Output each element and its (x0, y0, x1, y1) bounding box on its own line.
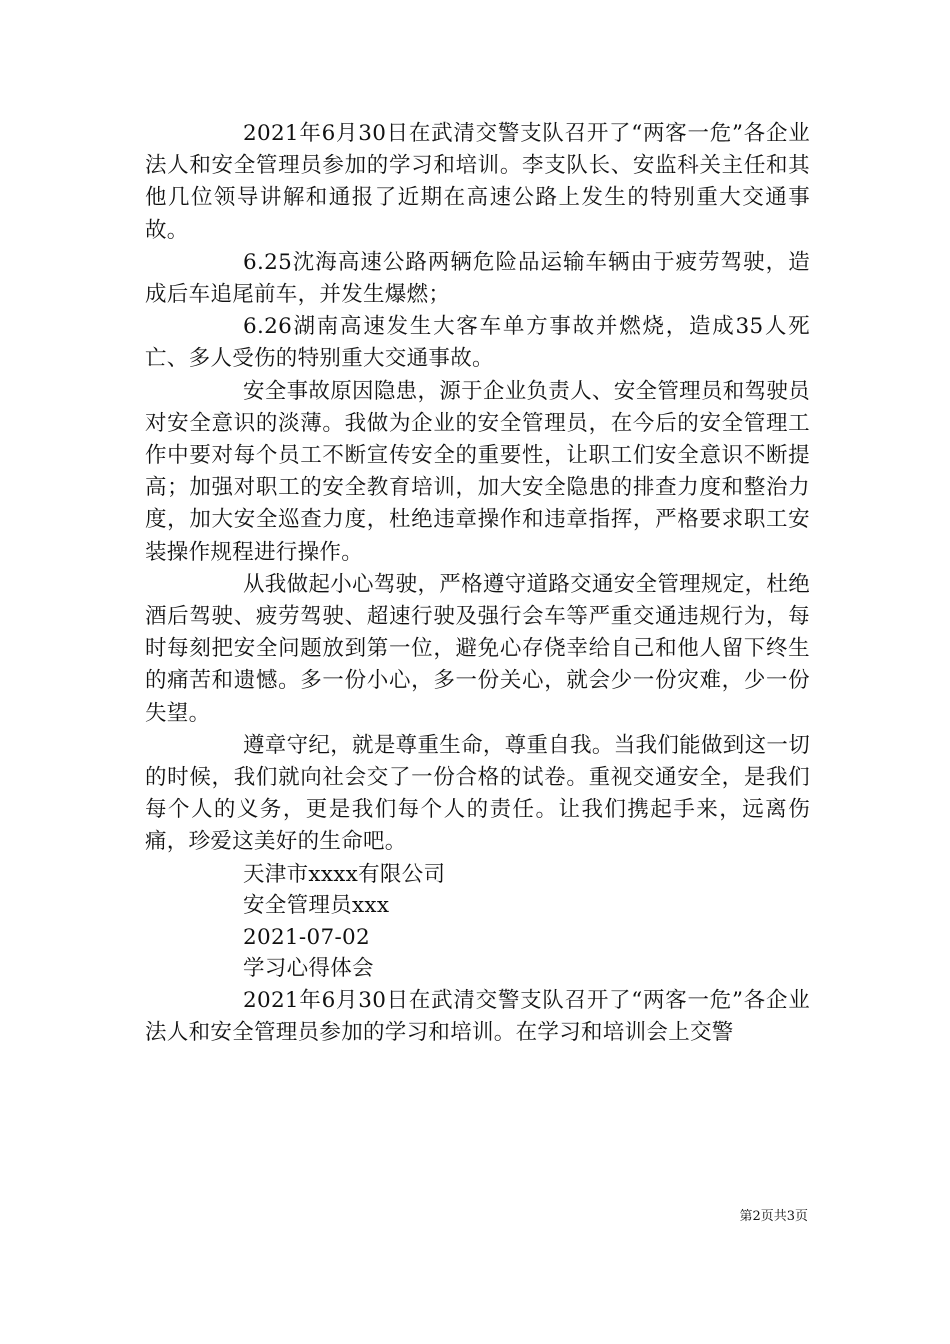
paragraph-obey-rules: 遵章守纪，就是尊重生命，尊重自我。当我们能做到这一切的时候，我们就向社会交了一份合格的试卷。重视交通安全，是我们每个人的义务，更是我们每个人的责任。让我们携起手来，远离伤痛，珍爱这美好的生命吧。 (145, 732, 810, 855)
document-body (145, 118, 810, 1049)
paragraph-next-meeting: 2021年6月30日在武清交警支队召开了“两客一危”各企业法人和安全管理员参加的学习和培训。在学习和培训会上交警 (145, 987, 810, 1045)
next-section-title: 学习心得体会 (243, 956, 374, 982)
paragraph-accident-626: 6.26湖南高速发生大客车单方事故并燃烧，造成35人死亡、多人受伤的特别重大交通事故。 (145, 314, 810, 372)
paragraph-cause: 安全事故原因隐患，源于企业负责人、安全管理员和驾驶员对安全意识的淡薄。我做为企业的安全管理员，在今后的安全管理工作中要对每个员工不断宣传安全的重要性，让职工们安全意识不断提高；加强对职工的安全教育培训，加大安全隐患的排查力度和整治力度，加大安全巡查力度，杜绝违章操作和违章指挥，严格要求职工安装操作规程进行操作。 (145, 378, 810, 565)
paragraph-accident-625: 6.25沈海高速公路两辆危险品运输车辆由于疲劳驾驶，造成后车追尾前车，并发生爆燃； (145, 249, 810, 308)
signature-role: 安全管理员xxx (243, 893, 390, 919)
paragraph-meeting: 2021年6月30日在武清交警支队召开了“两客一危”各企业法人和安全管理员参加的学习和培训。李支队长、安监科关主任和其他几位领导讲解和通报了近期在高速公路上发生的特别重大交通事故。 (145, 121, 810, 243)
paragraph-drive-carefully: 从我做起小心驾驶，严格遵守道路交通安全管理规定，杜绝酒后驾驶、疲劳驾驶、超速行驶及强行会车等严重交通违规行为，每时每刻把安全问题放到第一位，避免心存侥幸给自己和他人留下终生的痛苦和遗憾。多一份小心，多一份关心，就会少一份灾难，少一份失望。 (145, 571, 810, 726)
signature-company: 天津市xxxx有限公司 (243, 861, 446, 887)
signature-date: 2021-07-02 (243, 924, 370, 950)
page-number: 第2页共3页 (739, 1209, 808, 1224)
